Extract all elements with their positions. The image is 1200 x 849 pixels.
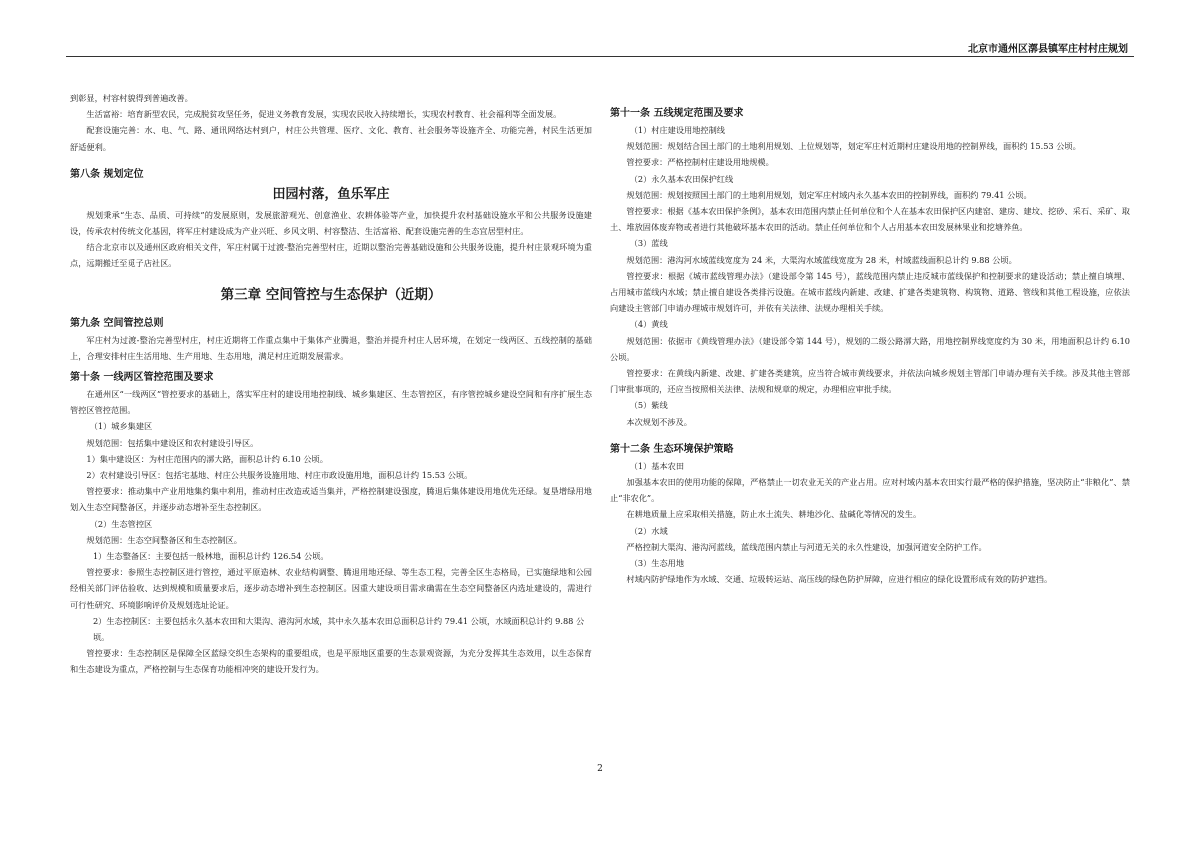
subsection-title: （1）村庄建设用地控制线 xyxy=(629,125,725,135)
article-9-title: 第九条 空间管控总则 xyxy=(70,317,164,329)
subsection-title: （4）黄线 xyxy=(629,319,668,330)
header-divider xyxy=(66,56,1134,57)
page-number: 2 xyxy=(597,764,603,774)
subsection-title: （1）基本农田 xyxy=(629,460,685,471)
subsection-title: （3）生态用地 xyxy=(629,558,685,569)
header-title: 北京市通州区漷县镇军庄村村庄规划 xyxy=(968,44,1128,55)
paragraph: 管控要求：在黄线内新建、改建、扩建各类建筑，应当符合城市黄线要求，并依法向城乡规划主管部门申请办理有关手续。涉及其他主管部门审批事项的，还应当按照相关法律、法规和规章的规定，办理相应审批手续。 xyxy=(610,368,1130,395)
paragraph: 规划范围：规划结合国土部门的土地利用规划、上位规划等，划定军庄村近期村庄建设用地的控制界线，面积约 15.53 公顷。 xyxy=(626,141,1081,152)
paragraph: 管控要求：参照生态控制区进行管控，通过平原造林、农业结构调整、腾退用地还绿、等生态工程，完善全区生态格局，已实施绿地和公园经相关部门评估验收、达到规模和质量要求后，逐步动态增补到生态控制区。因重大建设项目需求确需在生态空间整备区内选址建设的，需进行可行性研究、环境影响评价及规划选址论证。 xyxy=(70,567,592,610)
paragraph: 管控要求：生态控制区是保障全区蓝绿交织生态架构的重要组成，也是平原地区重要的生态景观资源，为充分发挥其生态效用，以生态保育和生态建设为重点，严格控制与生态保育功能相冲突的建设开发行为。 xyxy=(70,648,592,675)
paragraph: 在通州区“一线两区”管控要求的基础上，落实军庄村的建设用地控制线、城乡集建区、生态管控区，有序管控城乡建设空间和有序扩展生态管控区管控范围。 xyxy=(70,389,592,416)
paragraph: 2）农村建设引导区：包括宅基地、村庄公共服务设施用地、村庄市政设施用地，面积总计约 15.53 公顷。 xyxy=(86,470,473,481)
article-12-title: 第十二条 生态环境保护策略 xyxy=(610,443,734,455)
paragraph: 管控要求：根据《基本农田保护条例》，基本农田范围内禁止任何单位和个人在基本农田保护区内建窑、建房、建坟、挖砂、采石、采矿、取土、堆放固体废弃物或者进行其他破坏基本农田的活动。禁止任何单位和个人占用基本农田发展林果业和挖塘养鱼。 xyxy=(610,206,1130,233)
paragraph: 规划范围：依据市《黄线管理办法》（建设部令第 144 号），规划的二级公路漷大路，用地控制界线宽度约为 30 米，用地面积总计约 6.10 公顷。 xyxy=(610,335,1130,362)
subsection-title: （2）水域 xyxy=(629,525,668,536)
paragraph: 管控要求：推动集中产业用地集约集中利用，推动村庄改造或适当集并，严格控制建设强度，腾退后集体建设用地优先还绿。复垦增绿用地划入生态空间整备区，并逐步动态增补至生态控制区。 xyxy=(70,486,592,513)
paragraph: 规划范围：规划按照国土部门的土地利用规划，划定军庄村域内永久基本农田的控制界线，面积约 79.41 公顷。 xyxy=(626,189,1032,200)
article-11-title: 第十一条 五线规定范围及要求 xyxy=(610,108,744,119)
paragraph: 配套设施完善：水、电、气、路、通讯网络达村到户，村庄公共管理、医疗、文化、教育、社会服务等设施齐全、功能完善，村民生活更加舒适便利。 xyxy=(70,125,592,152)
paragraph: 管控要求：严格控制村庄建设用地规模。 xyxy=(626,157,774,168)
paragraph: 严格控制大渠沟、港沟河蓝线，蓝线范围内禁止与河道无关的永久性建设，加强河道安全防护工作。 xyxy=(626,541,987,552)
article-10-title: 第十条 一线两区管控范围及要求 xyxy=(70,372,214,384)
paragraph: 到彰显，村容村貌得到普遍改善。 xyxy=(70,93,193,103)
paragraph: 村域内防护绿地作为水域、交通、垃圾转运站、高压线的绿色防护屏障，应进行相应的绿化设置形成有效的防护遮挡。 xyxy=(626,574,1053,585)
paragraph: 本次规划不涉及。 xyxy=(626,416,692,427)
paragraph: 2）生态控制区：主要包括永久基本农田和大渠沟、港沟河水域，其中永久基本农田总面积总计约 79.41 公顷，水域面积总计约 9.88 公顷。 xyxy=(92,615,585,643)
spacer xyxy=(70,155,592,167)
paragraph: 规划秉承“生态、品质、可持续”的发展原则，发展旅游观光、创意渔业、农耕体验等产业，加快提升农村基础设施水平和公共服务设施建设，传承农村传统文化基因，将军庄村建设成为产业兴旺、乡风文明、村容整洁、生活富裕、配套设施完善的生态宜居型村庄。 xyxy=(70,209,592,237)
subsection-title: （2）生态管控区 xyxy=(89,518,153,529)
right-column xyxy=(610,106,1130,587)
left-column xyxy=(70,90,592,678)
subsection-title: （1）城乡集建区 xyxy=(89,421,153,432)
paragraph: 1）生态整备区：主要包括一般林地，面积总计约 126.54 公顷。 xyxy=(92,551,329,562)
chapter-3-title: 第三章 空间管控与生态保护（近期） xyxy=(220,286,442,303)
paragraph: 军庄村为过渡-整治完善型村庄，村庄近期将工作重点集中于集体产业腾退，整治并提升村庄人居环境，在划定一线两区、五线控制的基础上，合理安排村庄生活用地、生产用地、生态用地，满足村庄近期发展需求。 xyxy=(70,334,592,361)
paragraph: 1）集中建设区：为村庄范围内的漷大路，面积总计约 6.10 公顷。 xyxy=(86,453,328,464)
subsection-title: （2）永久基本农田保护红线 xyxy=(629,173,734,184)
subsection-title: （5）紫线 xyxy=(629,400,668,411)
subsection-title: （3）蓝线 xyxy=(629,238,668,249)
article-8-title: 第八条 规划定位 xyxy=(70,168,144,180)
paragraph: 管控要求：根据《城市蓝线管理办法》（建设部令第 145 号），蓝线范围内禁止违反城市蓝线保护和控制要求的建设活动；禁止擅自填埋、占用城市蓝线内水域；禁止擅自建设各类排污设施。在城市蓝线内新建、改建、扩建各类建筑物、构筑物、道路、管线和其他工程设施，应依法向建设主管部门申请办理城市规划许可，并依有关法律、法规办理相关手续。 xyxy=(610,270,1130,314)
paragraph: 加强基本农田的使用功能的保障，严格禁止一切农业无关的产业占用。应对村域内基本农田实行最严格的保护措施，坚决防止“非粮化”、禁止“非农化”。 xyxy=(610,477,1130,504)
paragraph: 在耕地质量上应采取相关措施，防止水土流失、耕地沙化、盐碱化等情况的发生。 xyxy=(626,509,922,520)
paragraph: 结合北京市以及通州区政府相关文件，军庄村属于过渡-整治完善型村庄，近期以整治完善基础设施和公共服务设施，提升村庄景观环境为重点，远期搬迁至觅子店社区。 xyxy=(70,242,592,269)
slogan: 田园村落，鱼乐军庄 xyxy=(272,186,390,202)
spacer xyxy=(610,430,1130,442)
paragraph: 生活富裕：培育新型农民，完成脱贫攻坚任务，促进义务教育发展，实现农民收入持续增长，实现农村教育、社会福利等全面发展。 xyxy=(86,109,562,120)
paragraph: 规划范围：生态空间整备区和生态控制区。 xyxy=(86,534,242,545)
paragraph: 规划范围：港沟河水域蓝线宽度为 24 米，大渠沟水域蓝线宽度为 28 米，村域蓝线面积总计约 9.88 公顷。 xyxy=(626,254,1017,265)
paragraph: 规划范围：包括集中建设区和农村建设引导区。 xyxy=(86,437,259,448)
